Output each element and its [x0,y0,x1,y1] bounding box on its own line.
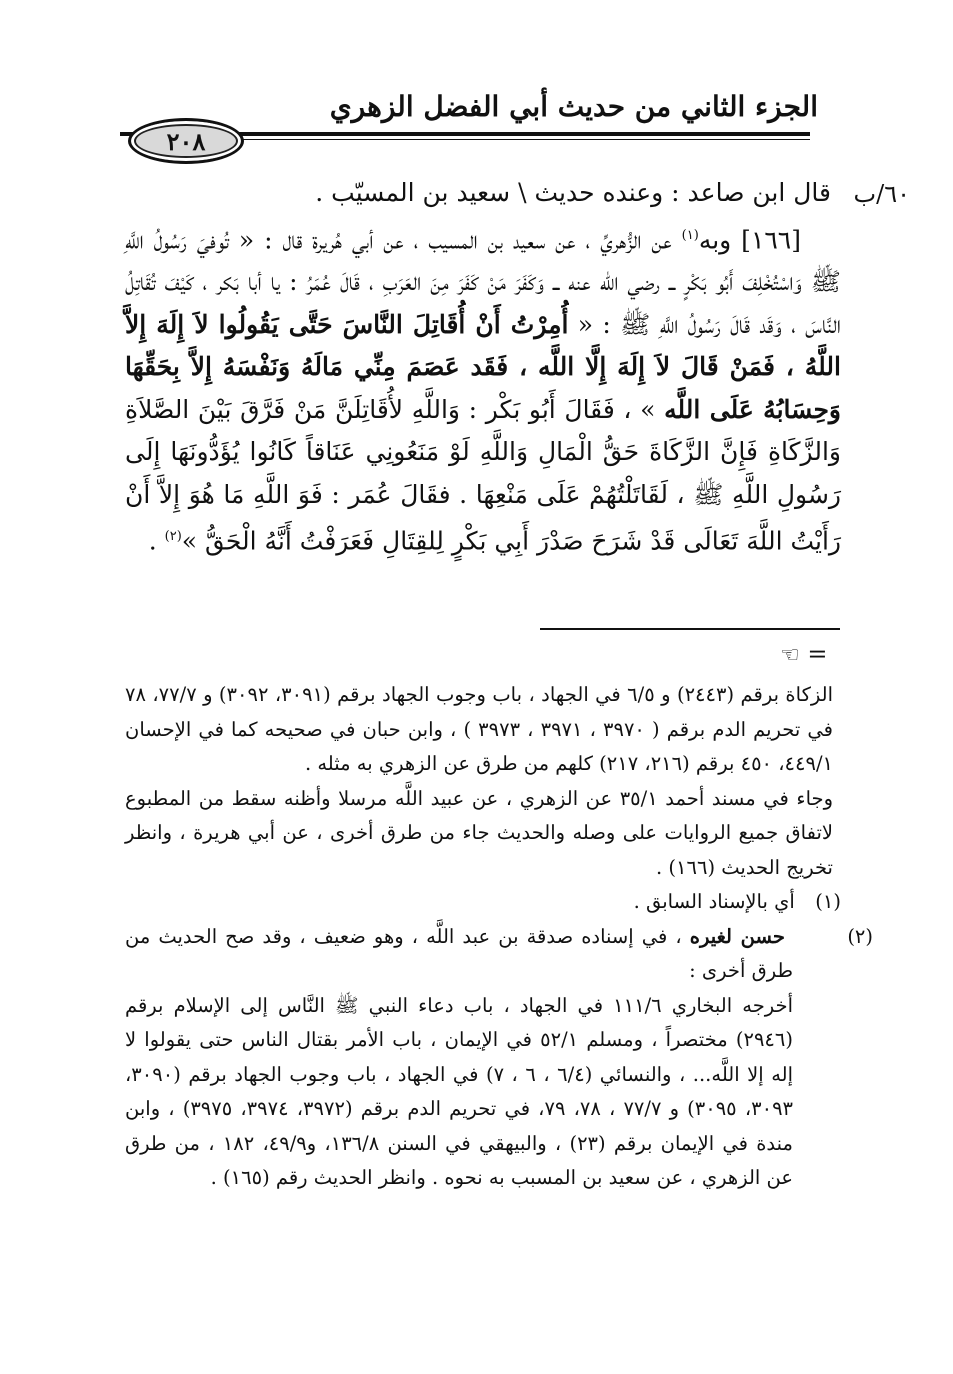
footnote-separator [540,628,840,630]
footnote-2-takhrij: أخرجه البخاري ١١١/٦ في الجهاد ، باب دعاء النبي ﷺ النَّاس إلى الإسلام برقم (٢٩٤٦) مختصراً ، ومسلم ٥٢/١ في الإيمان ، باب الأمر بقتال الناس حتى يقولوا لا إله إلا اللَّه... ، والنسائي (٦/٤ ، ٦ ، ٧) في الجهاد ، باب وجوب الجهاد برقم (٣٠٩٠، ٣٠٩٣، ٣٠٩٥) و ٧٧/٧ ، ٧٨، ٧٩، في تحريم الدم برقم (٣٩٧٢، ٣٩٧٤، ٣٩٧٥) ، وابن مندة في الإيمان برقم (٢٣) ، والبيهقي في السنن ١٣٦/٨، و٤٩/٩، ١٨٢ ، من طرق عن الزهري ، عن سعيد بن المسبب به نحوه . وانظر الحديث رقم (١٦٥) . [125,993,794,1189]
footnote-1-text: أي بالإسناد السابق . [633,890,795,913]
hadith-prophetic-quote: أُمِرْتُ أَنْ أُقَاتِلَ النَّاسَ حَتَّى يَقُولُوا لاَ إِلَهَ إِلاَّ اللَّهُ ، فَمَنْ قَالَ لاَ إِلَهَ إِلَّا اللَّه ، فَقَد عَصَمَ مِنِّي مَالَهُ وَنَفْسَهُ إِلاَّ بِحَقِّهَا وَحِسَابُهُ عَلَى اللَّه [125,309,841,424]
hadith-paragraph [125,215,841,564]
pointing-hand-icon: ☞ [780,643,800,668]
footnote-ref-1: (١) [681,227,699,243]
hadith-text: عن الزُّهريِّ ، عن سعيد بن المسيب ، عن أبي هُريرة قال : « تُوفيَ رَسُولُ اللَّهِ ﷺ وَاسْتُخْلِفَ أَبُو بَكْرٍ ــ رضي الله عنه ــ وَكَفَرَ مَنْ كَفَرَ مِنَ العَرَبِ ، قَالَ عُمَرُ : يا أبا بَكر ، كَيْفَ تُقَاتِلُ النَّاسَ ، وَقَد قَالَ رَسُولُ اللَّهِ ﷺ : « [125,224,841,339]
footnote-2-text: ، في إسناده صدقة بن عبد اللَّه ، وهو ضعيف ، وقد صح الحديث من طرق أخرى : [125,924,793,982]
footnote-1-number: (١) [815,890,841,913]
continuation-equals: = [807,640,828,668]
hadith-number: [١٦٦] وبه [698,224,801,254]
page-number-badge [128,118,244,164]
header-rule-thin [230,139,810,140]
footnote-2 [125,920,874,989]
intro-line: قال ابن صاعد : وعنده حديث \ سعيد بن المسيّب . [315,178,831,207]
footnote-continued-para-2: وجاء في مسند أحمد ٣٥/١ عن الزهري ، عن عبيد اللَّه مرسلا وأظنه سقط من المطبوع لاتفاق جميع الروايات على وصله والحديث جاء من طرق أخرى ، عن أبي هريرة ، وانظر تخريج الحديث (١٦٦) . [125,786,833,879]
manuscript-folio-ref: ٦٠/ب [853,180,910,208]
page-number: ٢٠٨ [166,126,206,156]
hadith-text-continued: » ، فَقَالَ أَبُو بَكْر : وَاللَّهِ لأُقَاتِلَنَّ مَنْ فَرَّقَ بَيْنَ الصَّلاَةِ وَالزَّكَاةِ فَإِنَّ الزَّكَاةَ حَقُّ الْمَالِ وَاللَّهِ لَوْ مَنَعُونِي عَنَاقاً كَانُوا يُؤَدُّونَهَا إِلَى رَسُولِ اللَّهِ ﷺ ، لَقَاتَلْتُهُمْ عَلَى مَنْعِهَا . فقَالَ عُمَر : فَوَ اللَّهِ مَا هُوَ إِلاَّ أَنْ رَأَيْتُ اللَّهَ تَعَالَى قَدْ شَرَحَ صَدْرَ أَبِي بَكْرٍ لِلقِتَالِ فَعَرَفْتُ أَنَّهُ الْحَقُّ » [125,394,841,556]
footnote-2-grade: حسن لغيره [689,924,785,948]
footnote-continuation [780,640,827,668]
running-title: الجزء الثاني من حديث أبي الفضل الزهري [329,90,818,123]
main-text [125,172,841,563]
footnotes [125,678,874,1196]
footnote-ref-2: (٢) [164,529,182,545]
footnote-1 [125,885,841,920]
footnote-continued-para-1: الزكاة برقم (٢٤٤٣) و ٦/٥ في الجهاد ، باب وجوب الجهاد برقم (٣٠٩١، ٣٠٩٢) و ٧٧/٧، ٧٨ في تحريم الدم برقم ( ٣٩٧٠ ، ٣٩٧١ ، ٣٩٧٣ ) ، وابن حبان في صحيحه كما في الإحسان ٤٤٩/١، ٤٥٠ برقم (٢١٦، ٢١٧) كلهم من طرق عن الزهري به مثله . [125,683,833,775]
hadith-end: . [148,526,165,556]
footnote-2-number: (٢) [847,924,874,948]
